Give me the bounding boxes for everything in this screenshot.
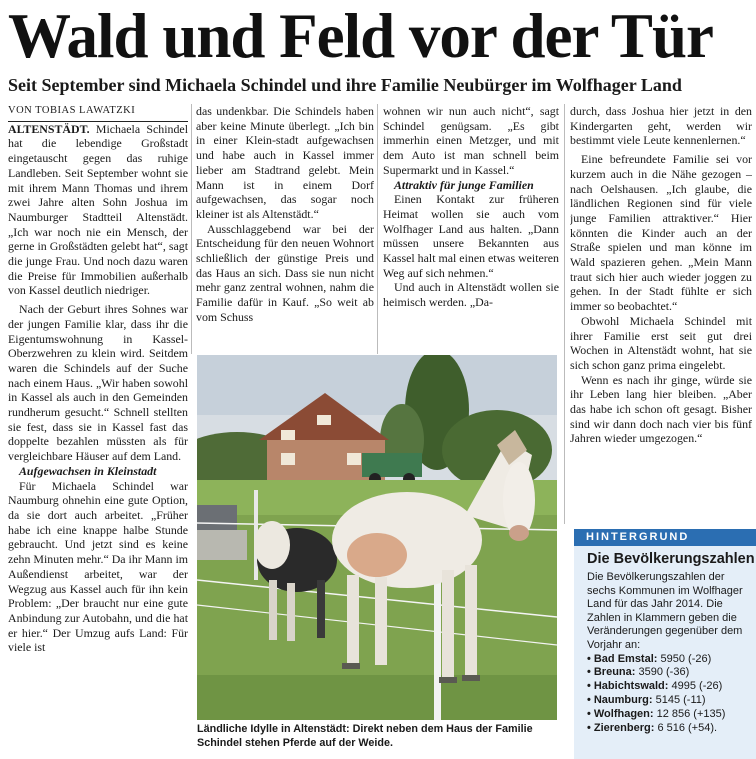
article-column-2 xyxy=(196,104,374,354)
article-paragraph: Wenn es nach ihr ginge, würde sie ihr Leben lang hier bleiben. „Aber das habe ich schon oft gesagt. Bisher sind wir dann doch nach vier bis fünf Jahren wieder umgezogen.“ xyxy=(570,372,752,446)
article-photo xyxy=(197,355,557,720)
article-column-1 xyxy=(8,104,188,759)
article-paragraph: Ausschlaggebend war bei der Entscheidung für den neuen Wohnort schließlich der günstige Preis und das Haus an sich. Dass sie nun nicht mehr ganz zentral wohnen, nahm die Familie dafür in Kauf. „So weit ab vom Schuss xyxy=(196,221,374,324)
sidebar-box xyxy=(574,546,756,759)
article-paragraph: Nach der Geburt ihres Sohnes war der jungen Familie klar, dass ihr die Eigentumswohnung in Kassel-Oberzwehren zu klein wird. Seitdem waren die Schindels auf der Suche nach einem Haus. „Wir haben sowohl in Kassel als auch in den Gemeinden rundherum gesucht.“ Schnell stellten sie fest, dass sie in Kassel fast das doppelte bezahlen müssten als für vergleichbare Häuser auf dem Land. xyxy=(8,302,188,464)
municipality-name: Naumburg: xyxy=(593,693,653,706)
column-rule xyxy=(564,104,565,524)
population-value: 5145 (-11) xyxy=(655,693,706,706)
car xyxy=(197,505,237,533)
list-item xyxy=(587,666,750,680)
list-item xyxy=(587,722,750,736)
article-paragraph: wohnen wir nun auch nicht“, sagt Schindel genügsam. „Es gibt immerhin einen Metzger, und mit dem Auto ist man schnell beim Supermarkt und in Kassel.“ xyxy=(383,104,559,177)
sidebar-intro: Die Bevölkerungszahlen der sechs Kommunen im Wolfhager Land für das Jahr 2014. Die Zahlen in Klammern geben die Veränderungen gegenüber dem Vorjahr an: xyxy=(587,571,743,651)
article-paragraph: Einen Kontakt zur früheren Heimat wollen sie auch vom Wolfhager Land aus halten. „Dann müssen unsere Bekannten aus Kassel halt mal einen etwas weiteren Weg auf sich nehmen.“ xyxy=(383,192,559,280)
column-rule xyxy=(377,104,378,354)
truck xyxy=(362,453,422,477)
municipality-name: Wolfhagen: xyxy=(593,707,654,720)
photo-caption: Ländliche Idylle in Altenstädt: Direkt neben dem Haus der Familie Schindel stehen Pferde auf der Weide. xyxy=(197,723,533,749)
water-tank xyxy=(197,530,247,560)
population-value: 4995 (-26) xyxy=(671,680,723,693)
sidebar-title: Die Bevölkerungszahlen xyxy=(587,551,755,567)
list-item xyxy=(587,680,750,694)
population-value: 5950 (-26) xyxy=(660,652,712,665)
municipality-name: Habichtswald: xyxy=(593,680,669,693)
list-item xyxy=(587,694,750,708)
list-item xyxy=(587,708,750,722)
article-column-3 xyxy=(383,104,559,354)
article-subheading: Attraktiv für junge Familien xyxy=(394,177,534,192)
article-paragraph: das undenkbar. Die Schindels haben aber keine Minute überlegt. „Ich bin in einer Klein-stadt aufgewachsen und habe auch in Kassel immer lieber am Stadtrand gelebt. Mein Mann ist in einem Dorf aufgewachsen, das sogar noch kleiner ist als Altenstädt.“ xyxy=(196,104,374,221)
article-paragraph: Eine befreundete Familie sei vor kurzem auch in die Nähe gezogen – nach Oelshausen. „Ich glaube, die ländlichen Regionen sind für viele junge Familien attraktiver.“ Hier könnten die Kinder auch an der Straße spielen und man könne im Wald spazieren gehen. „Mein Mann traut sich hier auch wieder joggen zu gehen. In der Stadt fühlte er sich immer so beobachtet.“ xyxy=(570,152,752,314)
article-paragraph: Für Michaela Schindel war Naumburg ohnehin eine gute Option, da sie dort auch arbeitet. „Früher habe ich eine knappe halbe Stunde gebraucht. Und jetzt sind es keine zehn Minuten mehr.“ Da ihr Mann im Außendienst arbeitet, war der Wegzug aus Kassel auch für ihn kein Problem: „Der braucht nur eine gute Anbindung zur Autobahn, und die hat er hier.“ Der Umzug aufs Land: Für viele ist xyxy=(8,478,188,655)
population-list xyxy=(587,653,750,736)
municipality-name: Breuna: xyxy=(593,666,636,679)
subheadline: Seit September sind Michaela Schindel und ihre Familie Neubürger im Wolfhager Land xyxy=(8,75,682,95)
column-rule xyxy=(191,104,192,354)
article-column-4 xyxy=(570,104,752,526)
municipality-name: Zierenberg: xyxy=(593,721,655,734)
headline: Wald und Feld vor der Tür xyxy=(8,1,713,71)
population-value: 12 856 (+135) xyxy=(656,707,726,720)
article-subheading: Aufgewachsen in Kleinstadt xyxy=(19,463,157,478)
dateline: ALTENSTÄDT. xyxy=(8,121,90,136)
article-paragraph xyxy=(8,122,188,298)
article-paragraph: Obwohl Michaela Schindel mit ihrer Familie erst seit gut drei Wochen in Altenstädt wohnt, hat sie sich schon ganz prima eingelebt. xyxy=(570,313,752,372)
sidebar-label: HINTERGRUND xyxy=(574,529,756,546)
list-item xyxy=(587,653,750,667)
article-paragraph: durch, dass Joshua hier jetzt in den Kindergarten geht, werden wir bestimmt viele Leute kennenlernen.“ xyxy=(570,104,752,148)
horses-farm-illustration xyxy=(197,355,557,720)
municipality-name: Bad Emstal: xyxy=(593,652,658,665)
byline: VON TOBIAS LAWATZKI xyxy=(8,104,188,122)
population-value: 3590 (-36) xyxy=(638,666,690,679)
white-horse xyxy=(332,492,482,588)
article-text: Michaela Schindel hat die lebendige Großstadt eingetauscht gegen das ruhige Landleben. Seit September wohnt sie mit ihrem Mann Thomas und ihrem zwei Jahre alten Sohn Joshua im Naumburger Stadtteil Altenstädt. „Ich war noch nie ein Mensch, der gerne in Großstädten gelebt hat“, sagt die junge Frau. Und noch dazu waren die Preise für Immobilien außerhalb von Kassel deutlich niedriger. xyxy=(8,121,188,298)
article-paragraph: Und auch in Altenstädt wollen sie heimisch werden. „Da- xyxy=(383,280,559,310)
population-value: 6 516 (+54). xyxy=(657,721,718,734)
